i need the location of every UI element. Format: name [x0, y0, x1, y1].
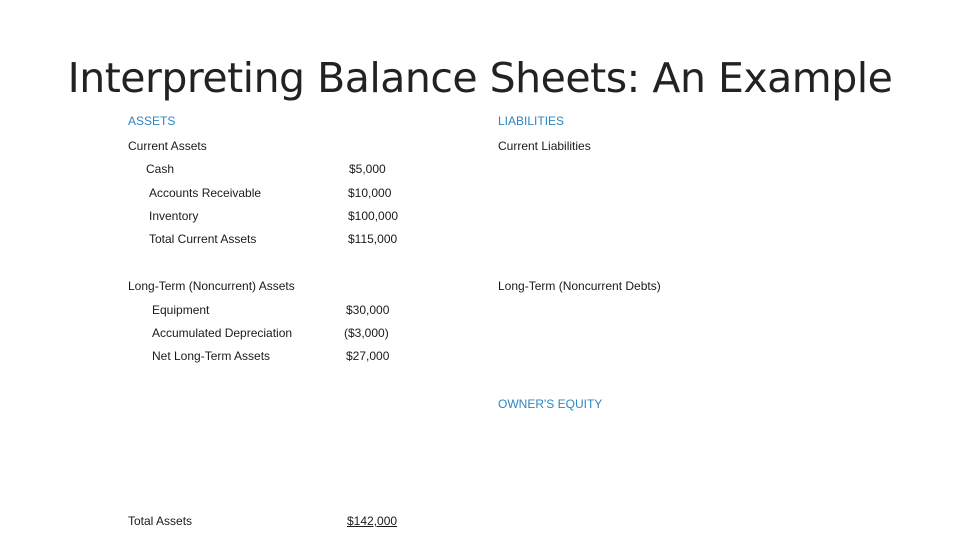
- accounts-receivable-label: Accounts Receivable: [149, 186, 262, 200]
- longterm-debts-heading: Long-Term (Noncurrent Debts): [498, 279, 661, 293]
- current-liabilities-heading: Current Liabilities: [498, 139, 591, 153]
- total-assets-label: Total Assets: [128, 514, 193, 528]
- equipment-value: $30,000: [346, 303, 390, 317]
- owners-equity-heading: OWNER'S EQUITY: [498, 397, 603, 411]
- total-current-assets-label: Total Current Assets: [149, 232, 257, 246]
- accumulated-depreciation-label: Accumulated Depreciation: [152, 326, 293, 340]
- inventory-value: $100,000: [348, 209, 399, 223]
- total-current-assets-value: $115,000: [348, 232, 398, 246]
- cash-label: Cash: [146, 162, 175, 176]
- assets-heading: ASSETS: [128, 114, 176, 128]
- current-assets-heading: Current Assets: [128, 139, 207, 153]
- slide-title: Interpreting Balance Sheets: An Example: [67, 54, 893, 102]
- net-longterm-assets-value: $27,000: [346, 349, 390, 363]
- equipment-label: Equipment: [152, 303, 210, 317]
- liabilities-heading: LIABILITIES: [498, 114, 565, 128]
- accumulated-depreciation-value: ($3,000): [344, 326, 389, 340]
- accounts-receivable-value: $10,000: [348, 186, 392, 200]
- cash-value: $5,000: [349, 162, 386, 176]
- total-assets-value: $142,000: [347, 514, 398, 528]
- inventory-label: Inventory: [149, 209, 199, 223]
- net-longterm-assets-label: Net Long-Term Assets: [152, 349, 271, 363]
- longterm-assets-heading: Long-Term (Noncurrent) Assets: [128, 279, 295, 293]
